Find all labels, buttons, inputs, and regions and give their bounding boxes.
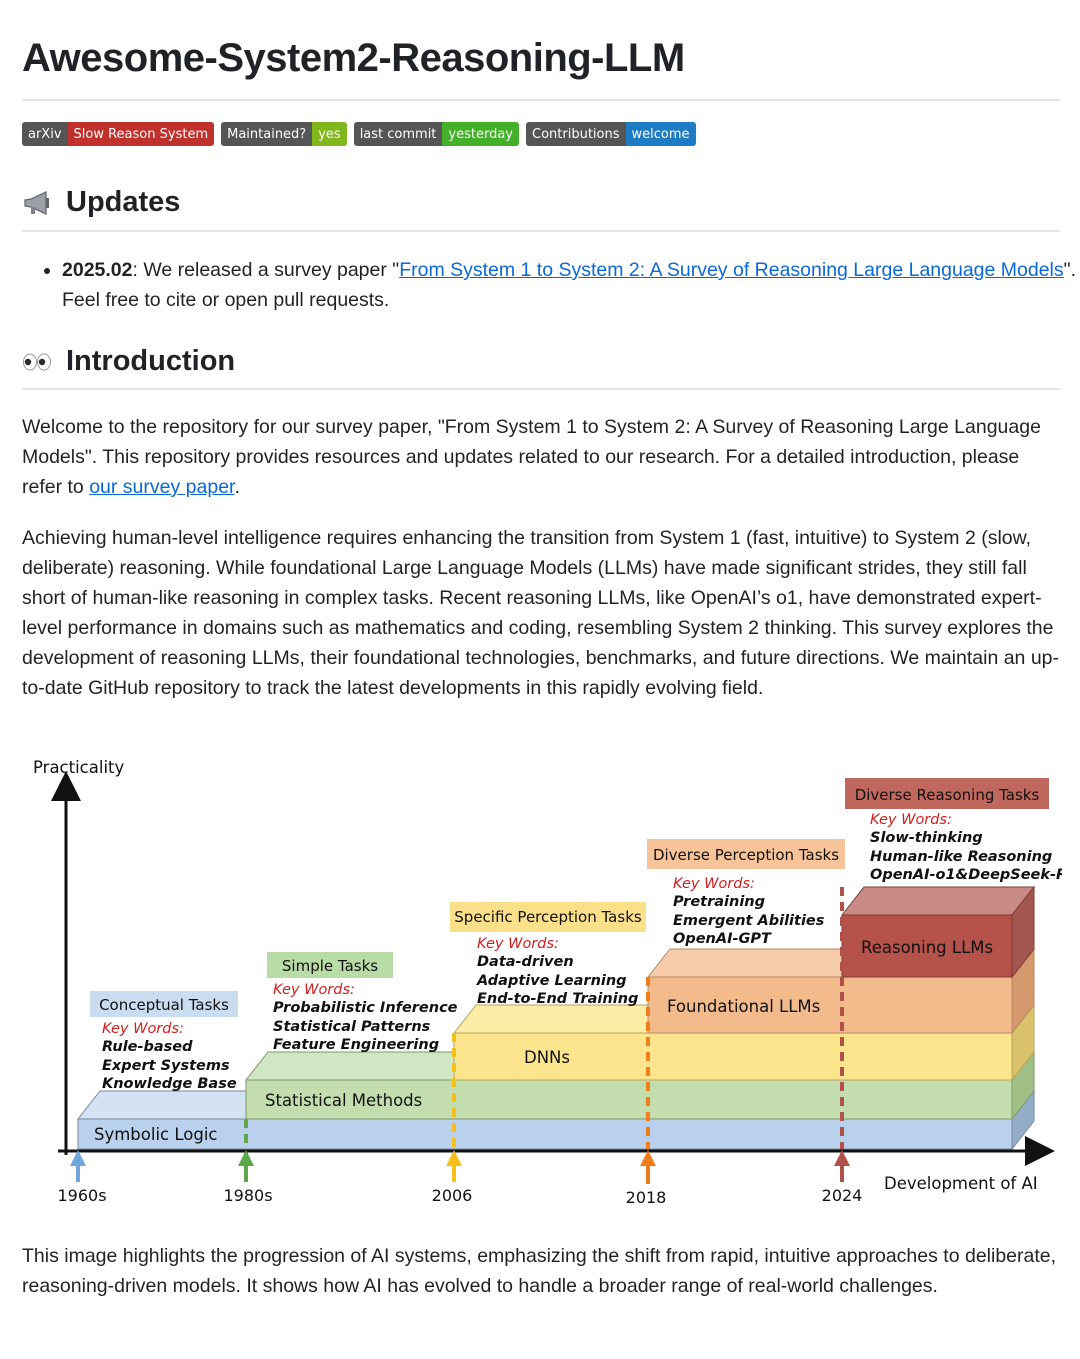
year-arrow-1980s: [238, 1150, 254, 1182]
task-diverse-perception-tasks: [647, 839, 845, 869]
introduction-heading-text: Introduction: [66, 345, 236, 377]
task-label: Diverse Reasoning Tasks: [854, 786, 1040, 804]
ai-progression-diagram: [22, 750, 1062, 1220]
intro-text-end: .: [234, 476, 240, 498]
year-arrow-2006: [446, 1150, 462, 1182]
keyword: Data-driven: [477, 954, 574, 970]
keywords-diverse-perception: [673, 876, 825, 947]
keyword: Slow-thinking: [870, 830, 983, 846]
keyword: Rule-based: [102, 1039, 193, 1055]
badge-value: Slow Reason System: [68, 122, 215, 146]
keywords-heading: Key Words:: [102, 1021, 184, 1037]
keyword: Statistical Patterns: [273, 1019, 431, 1035]
badge-value: yesterday: [442, 122, 519, 146]
year-label: 2018: [625, 1188, 667, 1207]
keyword: Expert Systems: [102, 1058, 230, 1074]
keywords-heading: Key Words:: [673, 876, 755, 892]
layer-label: Reasoning LLMs: [861, 938, 994, 957]
updates-list: [22, 255, 1080, 315]
y-axis-label: Practicality: [33, 758, 125, 777]
keyword: Human-like Reasoning: [870, 849, 1053, 865]
update-text: : We released a survey paper ": [132, 259, 400, 281]
year-label: 2024: [821, 1186, 863, 1205]
keywords-heading: Key Words:: [477, 936, 559, 952]
our-survey-paper-link[interactable]: our survey paper: [89, 476, 235, 498]
year-label: 1960s: [57, 1186, 107, 1205]
badge-row: [22, 122, 696, 146]
intro-paragraph-2: Achieving human-level intelligence requires enhancing the transition from System 1 (fast, intuitive) to System 2 (slow, deliberate) reasoning. While foundational Large Language Models (LLMs) have made significant strides, they still fall short of human-like reasoning in complex tasks. Recent reasoning LLMs, like OpenAI’s o1, have demonstrated expert-level performance in domains such as mathematics and coding, resembling System 2 thinking. This survey explores the development of reasoning LLMs, their foundational technologies, benchmarks, and future directions. We maintain an up-to-date GitHub repository to track the latest developments in this rapidly evolving field.: [22, 527, 1060, 699]
keyword: Adaptive Learning: [477, 973, 627, 989]
badge-label: Maintained?: [221, 122, 312, 146]
keyword: Pretraining: [673, 894, 765, 910]
page-title: Awesome-System2-Reasoning-LLM: [22, 36, 685, 80]
badge-value: yes: [312, 122, 346, 146]
layer-label: Foundational LLMs: [667, 997, 821, 1016]
keywords-heading: Key Words:: [273, 982, 355, 998]
keyword: OpenAI-o1&DeepSeek-R1: [870, 867, 1062, 883]
badge-label: Contributions: [526, 122, 626, 146]
layer-reasoning-llms: [842, 887, 1034, 977]
task-specific-perception-tasks: [450, 902, 646, 932]
year-arrow-2018: [640, 1150, 656, 1184]
layer-label: Symbolic Logic: [94, 1125, 218, 1144]
task-label: Specific Perception Tasks: [454, 908, 642, 926]
task-conceptual-tasks: [90, 991, 238, 1017]
introduction-divider: [22, 388, 1060, 390]
task-diverse-reasoning-tasks: [845, 778, 1049, 809]
badge-last-commit[interactable]: [354, 122, 519, 146]
megaphone-icon: [22, 188, 52, 218]
title-divider: [22, 99, 1060, 101]
keywords-simple: [273, 982, 458, 1053]
keywords-heading: Key Words:: [870, 812, 952, 828]
keyword: Emergent Abilities: [673, 913, 825, 929]
eyes-icon: [22, 347, 52, 377]
update-text-end: ". Feel free to cite or open pull requests.: [62, 259, 1076, 311]
layer-label: Statistical Methods: [265, 1091, 423, 1110]
figure-caption: This image highlights the progression of AI systems, emphasizing the shift from rapid, intuitive approaches to deliberate, reasoning-driven models. It shows how AI has evolved to handle a broader range of real-world challenges.: [22, 1245, 1057, 1297]
badge-label: arXiv: [22, 122, 68, 146]
intro-text: Welcome to the repository for our survey paper, "From System 1 to System 2: A Survey of Reasoning Large Language Models". This repository provides resources and updates related to our research. For a detailed introduction, please refer to: [22, 416, 1041, 498]
ai-progression-figure: [22, 750, 1062, 1220]
task-label: Diverse Perception Tasks: [652, 846, 840, 864]
updates-divider: [22, 230, 1060, 232]
badge-contributions[interactable]: [526, 122, 696, 146]
keyword: OpenAI-GPT: [673, 931, 771, 947]
keyword: Feature Engineering: [273, 1037, 440, 1053]
keywords-diverse-reasoning: [870, 812, 1062, 883]
year-arrow-1960s: [70, 1150, 86, 1182]
keyword: Knowledge Base: [102, 1076, 237, 1092]
keywords-conceptual: [102, 1021, 237, 1092]
keyword: End-to-End Training: [477, 991, 639, 1007]
x-axis-label: Development of AI: [884, 1174, 1038, 1193]
keyword: Probabilistic Inference: [273, 1000, 458, 1016]
year-label: 1980s: [223, 1186, 273, 1205]
year-arrow-2024: [834, 1150, 850, 1182]
survey-paper-link[interactable]: From System 1 to System 2: A Survey of Reasoning Large Language Models: [399, 259, 1064, 281]
badge-label: last commit: [354, 122, 443, 146]
intro-paragraph-1: [22, 412, 1062, 502]
task-label: Simple Tasks: [281, 957, 379, 975]
updates-heading-text: Updates: [66, 186, 181, 218]
task-label: Conceptual Tasks: [99, 996, 229, 1014]
updates-heading: [22, 186, 180, 219]
badge-value: welcome: [626, 122, 696, 146]
badge-maintained[interactable]: [221, 122, 347, 146]
year-label: 2006: [431, 1186, 473, 1205]
badge-arxiv[interactable]: [22, 122, 214, 146]
list-item: [62, 255, 1080, 315]
update-date: 2025.02: [62, 259, 133, 281]
introduction-heading: [22, 345, 235, 378]
task-simple-tasks: [267, 952, 393, 978]
keywords-specific-perception: [476, 936, 638, 1007]
layer-label: DNNs: [524, 1048, 570, 1067]
